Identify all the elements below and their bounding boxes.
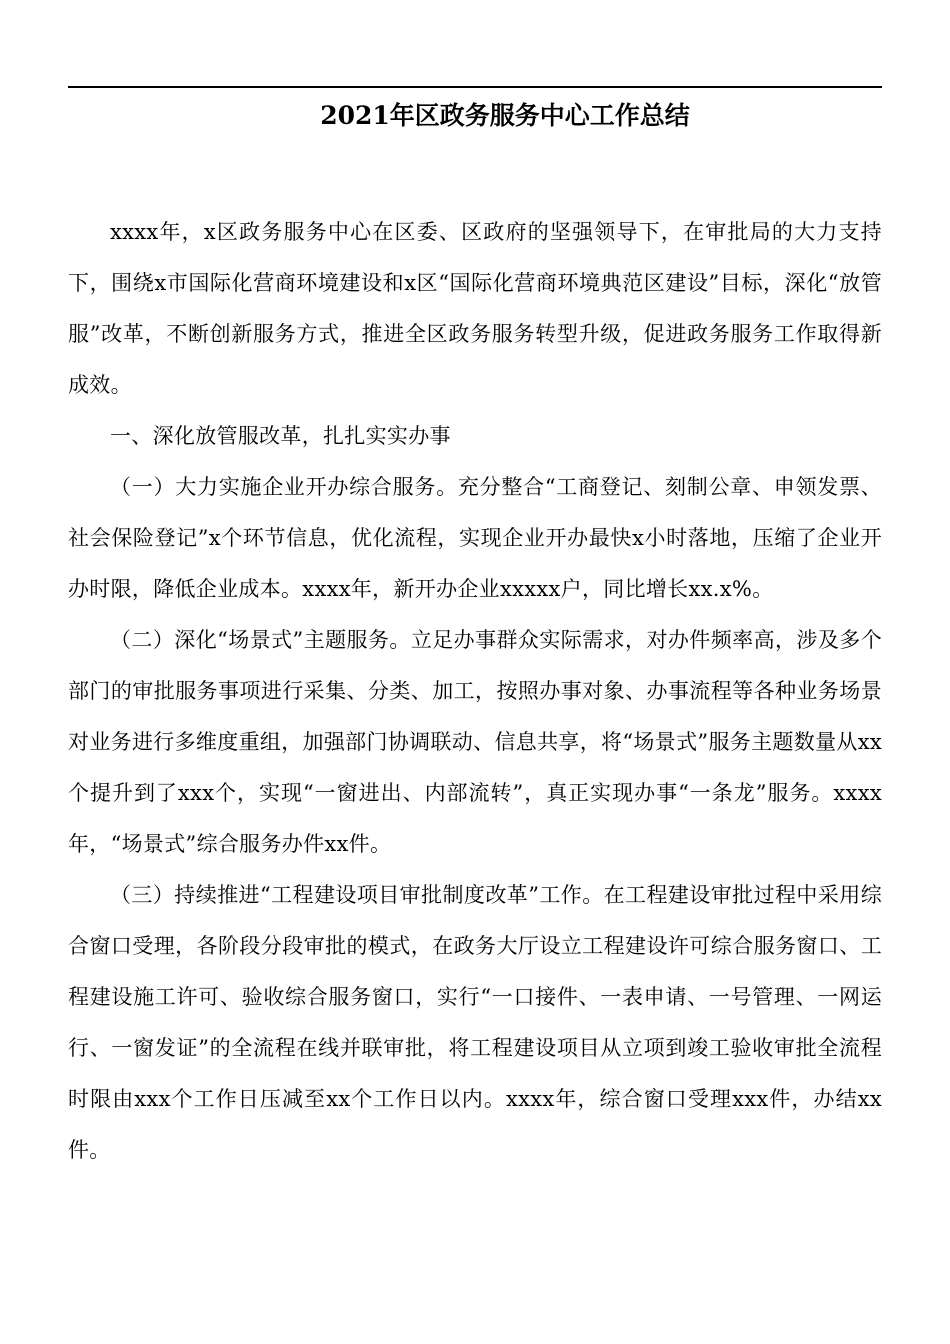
subsection-paragraph-1: （一）大力实施企业开办综合服务。充分整合“工商登记、刻制公章、申领发票、社会保险登记”x个环节信息，优化流程，实现企业开办最快x小时落地，压缩了企业开办时限，降低企业成本。xxxx年，新开办企业xxxxx户，同比增长xx.x%。 xyxy=(68,475,882,601)
subsection-paragraph-3: （三）持续推进“工程建设项目审批制度改革”工作。在工程建设审批过程中采用综合窗口受理，各阶段分段审批的模式，在政务大厅设立工程建设许可综合服务窗口、工程建设施工许可、验收综合服务窗口，实行“一口接件、一表申请、一号管理、一网运行、一窗发证”的全流程在线并联审批，将工程建设项目从立项到竣工验收审批全流程时限由xxx个工作日压减至xx个工作日以内。xxxx年，综合窗口受理xxx件，办结xx件。 xyxy=(68,883,882,1162)
document-body xyxy=(68,207,882,1176)
header-rule xyxy=(68,86,882,88)
document-title: 2021年区政务服务中心工作总结 xyxy=(320,101,690,130)
intro-paragraph: xxxx年，x区政务服务中心在区委、区政府的坚强领导下，在审批局的大力支持下，围绕x市国际化营商环境建设和x区“国际化营商环境典范区建设”目标，深化“放管服”改革，不断创新服务方式，推进全区政务服务转型升级，促进政务服务工作取得新成效。 xyxy=(68,220,882,397)
section-heading-1: 一、深化放管服改革，扎扎实实办事 xyxy=(110,424,451,448)
subsection-paragraph-2: （二）深化“场景式”主题服务。立足办事群众实际需求，对办件频率高，涉及多个部门的审批服务事项进行采集、分类、加工，按照办事对象、办事流程等各种业务场景对业务进行多维度重组，加强部门协调联动、信息共享，将“场景式”服务主题数量从xx个提升到了xxx个，实现“一窗进出、内部流转”，真正实现办事“一条龙”服务。xxxx年，“场景式”综合服务办件xx件。 xyxy=(68,628,882,856)
